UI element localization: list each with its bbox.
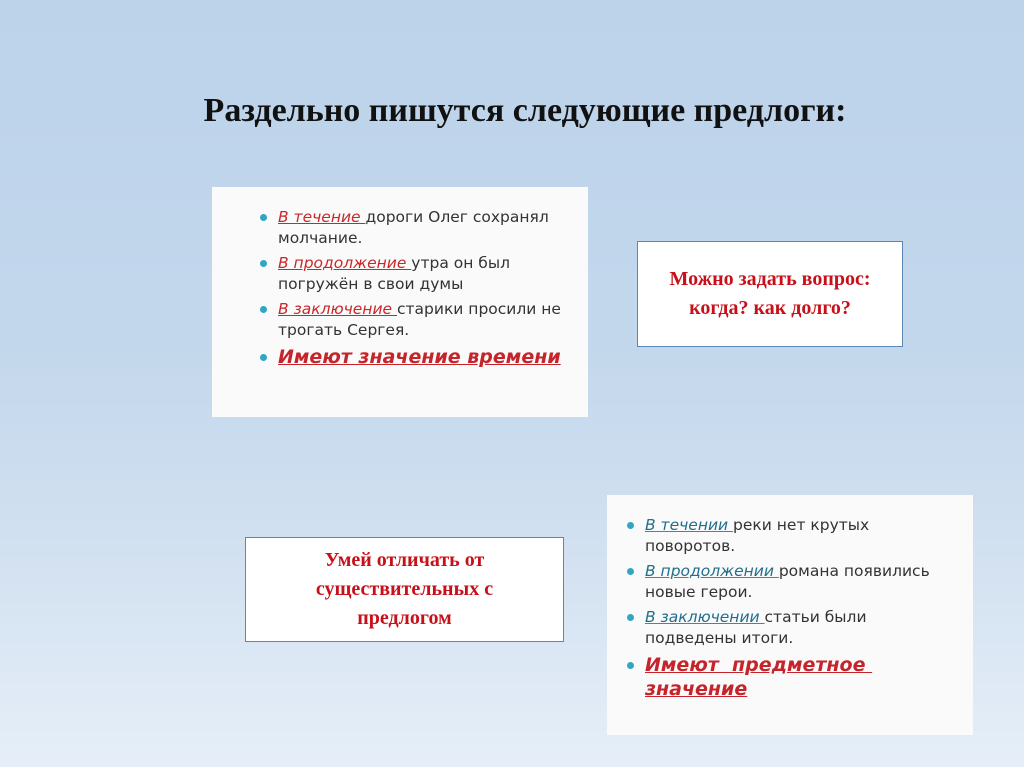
list-item <box>254 253 574 295</box>
bullet-icon <box>627 522 634 529</box>
bullet-icon <box>627 614 634 621</box>
example-term: В продолжение <box>278 254 412 272</box>
bullet-icon <box>260 214 267 221</box>
bullet-icon <box>260 306 267 313</box>
question-text: Можно задать вопрос: когда? как долго? <box>669 268 871 319</box>
list-item <box>254 299 574 341</box>
example-text: реки нет крутых поворотов. <box>645 516 870 555</box>
meaning-note: Имеют предметное значение <box>645 654 873 700</box>
example-term: В заключение <box>278 300 397 318</box>
slide-title: Раздельно пишутся следующие предлоги: <box>203 92 847 129</box>
meaning-note: Имеют значение времени <box>278 346 561 368</box>
list-item <box>621 561 957 603</box>
list-item <box>621 607 957 649</box>
list-item-note <box>254 345 574 369</box>
list-item <box>621 515 957 557</box>
example-text: утра он был погружён в свои думы <box>278 254 511 293</box>
example-term: В продолжении <box>645 562 779 580</box>
example-list <box>621 515 957 705</box>
list-item <box>254 207 574 249</box>
hint-text: Умей отличать от существительных с предлогом <box>315 549 494 629</box>
question-box <box>637 241 903 347</box>
example-card-nouns <box>607 495 973 735</box>
bullet-icon <box>627 662 634 669</box>
bullet-icon <box>260 354 267 361</box>
example-text: романа появились новые герои. <box>645 562 930 601</box>
example-term: В течение <box>278 208 366 226</box>
hint-box <box>245 537 564 642</box>
bullet-icon <box>260 260 267 267</box>
example-card-prepositions <box>212 187 588 417</box>
example-term: В заключении <box>645 608 765 626</box>
example-text: дороги Олег сохранял молчание. <box>278 208 549 247</box>
example-term: В течении <box>645 516 734 534</box>
example-text: статьи были подведены итоги. <box>645 608 867 647</box>
example-text: старики просили не трогать Сергея. <box>278 300 561 339</box>
list-item-note <box>621 653 957 701</box>
bullet-icon <box>627 568 634 575</box>
example-list <box>254 207 574 373</box>
